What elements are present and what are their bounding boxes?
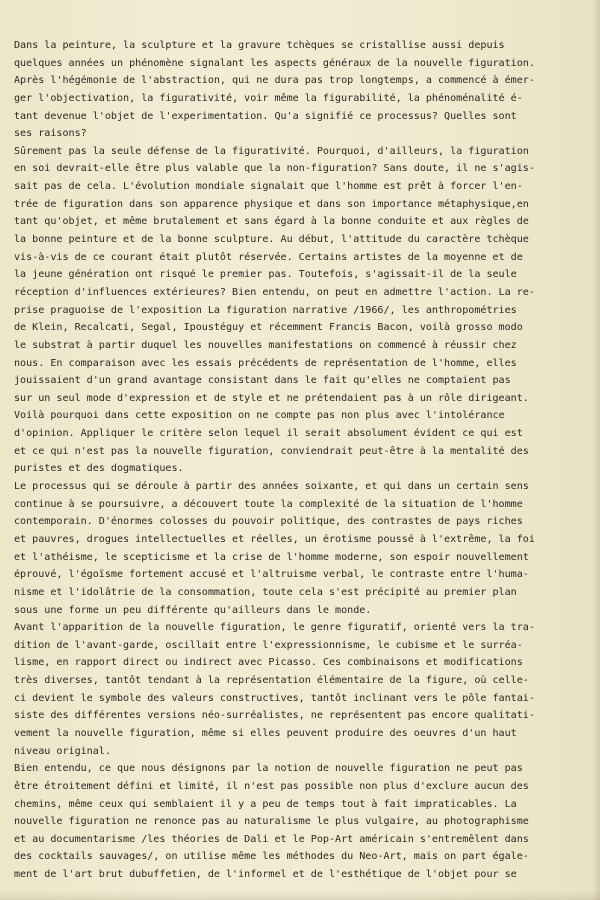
text-line: le substrat à partir duquel les nouvelles manifestations on commencé à réussir chez bbox=[14, 339, 517, 351]
text-line: puristes et des dogmatiques. bbox=[14, 463, 184, 475]
text-line: être étroitement défini et limité, il n'est pas possible non plus d'exclure aucun des bbox=[14, 780, 529, 792]
text-line: vement la nouvelle figuration, même si elles peuvent produire des oeuvres d'un haut bbox=[14, 727, 517, 739]
text-line: très diverses, tantôt tendant à la représentation élémentaire de la figure, où celle- bbox=[14, 675, 529, 687]
text-line: quelques années un phénomène signalant les aspects généraux de la nouvelle figuration. bbox=[14, 57, 535, 69]
text-line: niveau original. bbox=[14, 745, 111, 757]
text-line: la bonne peinture et de la bonne sculpture. Au début, l'attitude du caractère tchèque bbox=[14, 234, 529, 246]
text-line: ger l'objectivation, la figurativité, voir même la figurabilité, la phénoménalité é- bbox=[14, 92, 523, 104]
page-edge-shadow bbox=[592, 0, 600, 900]
text-line: des cocktails sauvages/, on utilise même les méthodes du Neo-Art, mais on part égale- bbox=[14, 851, 529, 863]
text-line: continue à se poursuivre, a découvert toute la complexité de la situation de l'homme bbox=[14, 498, 523, 510]
text-line: Dans la peinture, la sculpture et la gravure tchèques se cristallise aussi depuis bbox=[14, 40, 505, 51]
text-line: Voilà pourquoi dans cette exposition on ne compte pas non plus avec l'intolérance bbox=[14, 410, 505, 422]
text-line: vis-à-vis de ce courant était plutôt réservée. Certains artistes de la moyenne et de bbox=[14, 251, 523, 263]
text-line: contemporain. D'énormes colosses du pouvoir politique, des contrastes de pays riches bbox=[14, 516, 523, 528]
text-line: dition de l'avant-garde, oscillait entre l'expressionnisme, le cubisme et le surréa- bbox=[14, 639, 523, 651]
page-bottom-edge bbox=[0, 890, 600, 900]
text-line: et pauvres, drogues intellectuelles et réelles, un érotisme poussé à l'extrême, la foi bbox=[14, 533, 535, 545]
text-line: sait pas de cela. L'évolution mondiale signalait que l'homme est prêt à forcer l'en- bbox=[14, 181, 523, 193]
typewritten-text bbox=[14, 37, 596, 884]
text-line: Après l'hégémonie de l'abstraction, qui ne dura pas trop longtemps, a commencé à émer- bbox=[14, 75, 535, 87]
text-line: prise praguoise de l'exposition La figuration narrative /1966/, les anthropométries bbox=[14, 304, 517, 316]
text-line: ses raisons? bbox=[14, 128, 87, 140]
text-line: lisme, en rapport direct ou indirect avec Picasso. Ces combinaisons et modifications bbox=[14, 657, 523, 669]
text-line: et au documentarisme /les théories de Dali et le Pop-Art américain s'entremêlent dans bbox=[14, 833, 529, 845]
text-line: Avant l'apparition de la nouvelle figuration, le genre figuratif, orienté vers la tra- bbox=[14, 622, 535, 634]
text-line: Bien entendu, ce que nous désignons par la notion de nouvelle figuration ne peut pas bbox=[14, 763, 523, 775]
text-line: nisme et l'idolâtrie de la consommation, toute cela s'est précipité au premier plan bbox=[14, 586, 517, 598]
text-line: trée de figuration dans son apparence physique et dans son importance métaphysique,en bbox=[14, 198, 529, 210]
text-line: chemins, même ceux qui semblaient il y a peu de temps tout à fait impraticables. La bbox=[14, 798, 517, 810]
text-line: en soi devrait-elle être plus valable que la non-figuration? Sans doute, il ne s'agis- bbox=[14, 163, 535, 175]
text-line: sous une forme un peu différente qu'ailleurs dans le monde. bbox=[14, 604, 372, 616]
text-line: ment de l'art brut dubuffetien, de l'informel et de l'esthétique de l'objet pour se bbox=[14, 869, 517, 881]
text-line: nous. En comparaison avec les essais précédents de représentation de l'homme, elles bbox=[14, 357, 517, 369]
text-line: réception d'influences extérieures? Bien entendu, on peut en admettre l'action. La re- bbox=[14, 286, 535, 298]
text-line: siste des différentes versions néo-surréalistes, ne représentent pas encore qualitati- bbox=[14, 710, 535, 722]
text-line: de Klein, Recalcati, Segal, Ipoustéguy et récemment Francis Bacon, voilà grosso modo bbox=[14, 322, 523, 334]
text-line: la jeune génération ont risqué le premier pas. Toutefois, s'agissait-il de la seule bbox=[14, 269, 517, 281]
text-line: et l'athéisme, le scepticisme et la crise de l'homme moderne, son espoir nouvellement bbox=[14, 551, 529, 563]
text-line: Le processus qui se déroule à partir des années soixante, et qui dans un certain sens bbox=[14, 481, 529, 493]
text-line: jouissaient d'un grand avantage consistant dans le fait qu'elles ne comptaient pas bbox=[14, 375, 511, 387]
text-line: éprouvé, l'égoïsme fortement accusé et l'altruisme verbal, le contraste entre l'huma- bbox=[14, 569, 529, 581]
text-line: ci devient le symbole des valeurs constructives, tantôt inclinant vers le pôle fantai- bbox=[14, 692, 535, 704]
text-line: nouvelle figuration ne renonce pas au naturalisme le plus vulgaire, au photographisme bbox=[14, 816, 529, 828]
text-line: tant qu'objet, et même brutalement et sans égard à la bonne conduite et aux règles de bbox=[14, 216, 529, 228]
text-line: sur un seul mode d'expression et de style et ne prétendaient pas à un rôle dirigeant. bbox=[14, 392, 529, 404]
text-line: et ce qui n'est pas la nouvelle figuration, conviendrait peut-être à la mentalité des bbox=[14, 445, 529, 457]
text-line: d'opinion. Appliquer le critère selon lequel il serait absolument évident ce qui est bbox=[14, 428, 523, 440]
text-line: Sûrement pas la seule défense de la figurativité. Pourquoi, d'ailleurs, la figuration bbox=[14, 145, 529, 157]
text-line: tant devenue l'objet de l'experimentation. Qu'a signifié ce processus? Quelles sont bbox=[14, 110, 517, 122]
